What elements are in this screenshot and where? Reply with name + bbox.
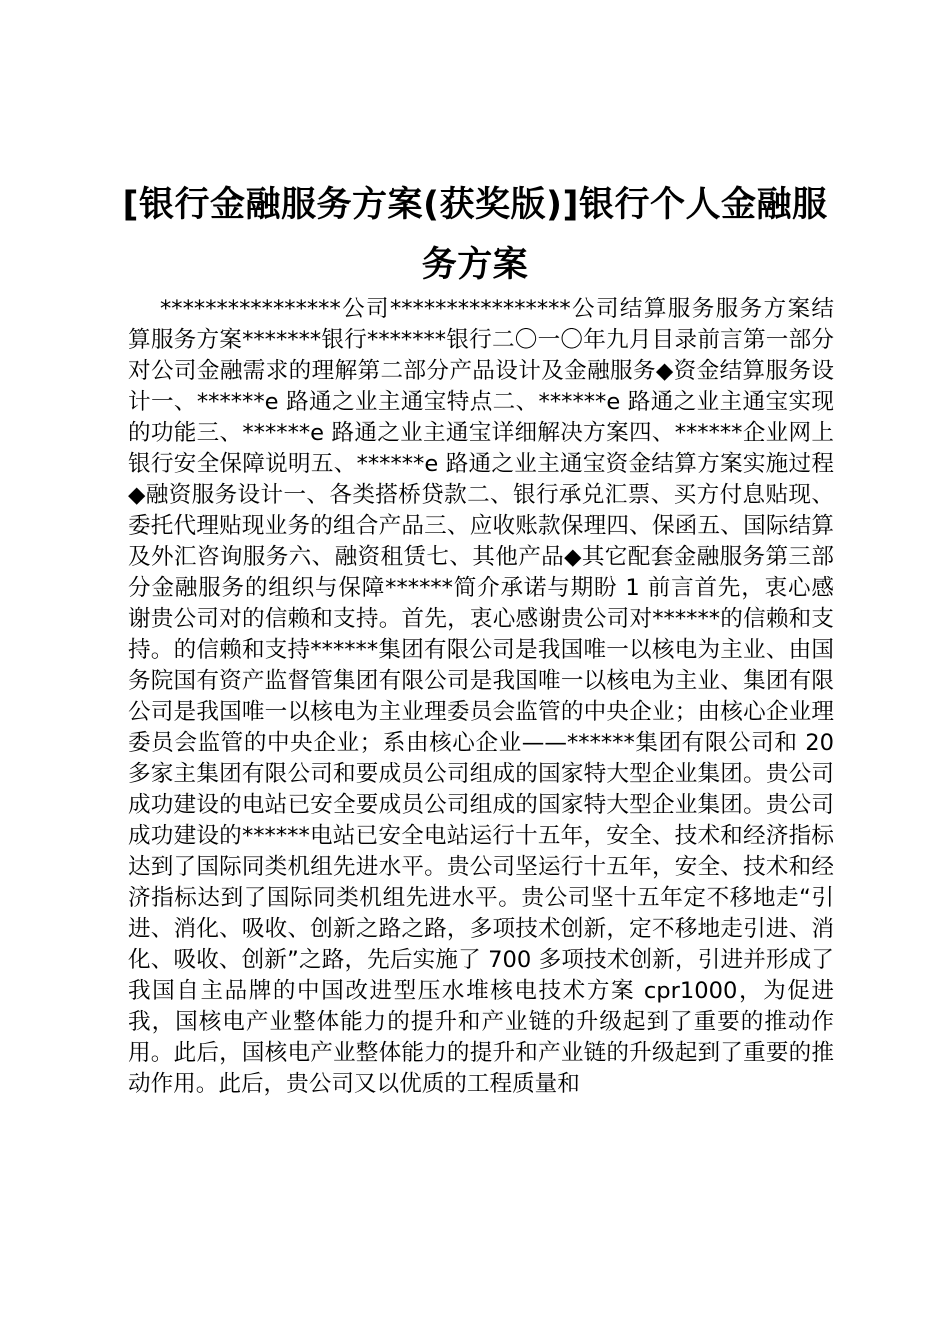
document-body-paragraph: ****************公司****************公司结算服务服务方案结算服务方案*******银行*******银行二〇一〇年九月目录前言第一部分对公司金融需求的理解第二部分产品设计及金融服务◆资金结算服务设计一、******e 路通之业主通宝特点二、******e 路通之业主通宝实现的功能三、******e 路通之业主通宝详细解决方案四、******企业网上银行安全保障说明五、******e 路通之业主通宝资金结算方案实施过程◆融资服务设计一、各类搭桥贷款二、银行承兑汇票、买方付息贴现、委托代理贴现业务的组合产品三、应收账款保理四、保函五、国际结算及外汇咨询服务六、融资租赁七、其他产品◆其它配套金融服务第三部分金融服务的组织与保障******简介承诺与期盼 1 前言首先，衷心感谢贵公司对的信赖和支持。首先，衷心感谢贵公司对******的信赖和支持。的信赖和支持******集团有限公司是我国唯一以核电为主业、由国务院国有资产监督管集团有限公司是我国唯一以核电为主业、集团有限公司是我国唯一以核电为主业理委员会监管的中央企业；由核心企业理委员会监管的中央企业；系由核心企业——******集团有限公司和 20 多家主集团有限公司和要成员公司组成的国家特大型企业集团。贵公司成功建设的电站已安全要成员公司组成的国家特大型企业集团。贵公司成功建设的******电站已安全电站运行十五年，安全、技术和经济指标达到了国际同类机组先进水平。贵公司坚运行十五年，安全、技术和经济指标达到了国际同类机组先进水平。贵公司坚十五年定不移地走“引进、消化、吸收、创新之路之路，多项技术创新，定不移地走引进、消化、吸收、创新”之路，先后实施了 700 多项技术创新，引进并形成了我国自主品牌的中国改进型压水堆核电技术方案 cpr1000，为促进我，国核电产业整体能力的提升和产业链的升级起到了重要的推动作用。此后，国核电产业整体能力的提升和产业链的升级起到了重要的推动作用。此后，贵公司又以优质的工程质量和 xyxy=(128,296,834,1097)
document-title: [银行金融服务方案(获奖版)]银行个人金融服务方案 xyxy=(122,185,828,285)
